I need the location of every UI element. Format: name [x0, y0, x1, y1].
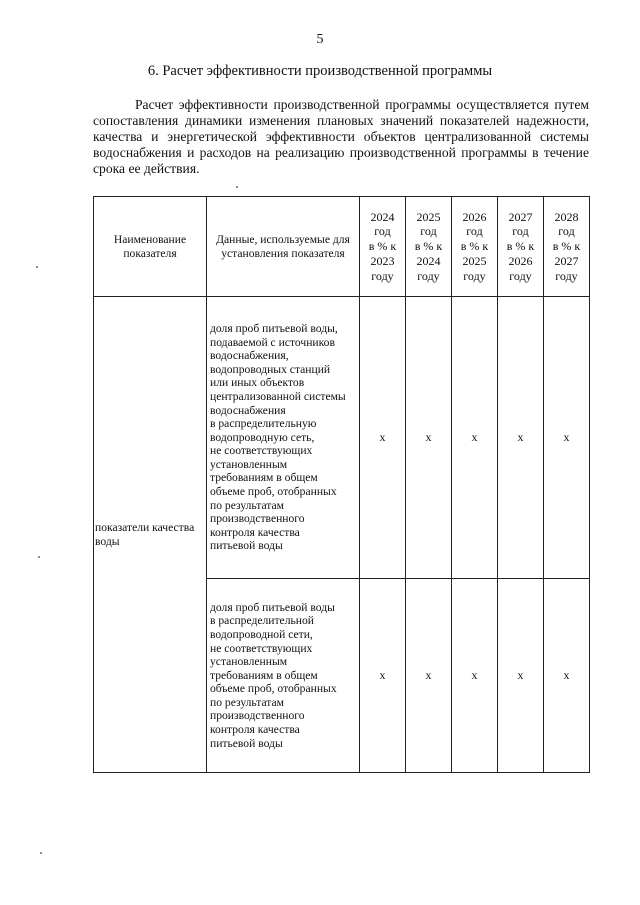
- indicator-name-cell: показатели качества воды: [94, 297, 207, 773]
- data-description-line: требованиям в общем: [210, 668, 318, 682]
- data-description-cell: [207, 297, 360, 579]
- data-description-line: водопроводных станций: [210, 362, 331, 376]
- value-cell: х: [544, 297, 590, 579]
- header-year-2024: [360, 197, 406, 297]
- header-year-line: году: [555, 268, 578, 283]
- value-cell: х: [360, 579, 406, 773]
- data-description-line: не соответствующих: [210, 641, 313, 655]
- header-year-line: 2024: [370, 209, 395, 224]
- data-description-line: доля проб питьевой воды: [210, 600, 335, 614]
- data-description-line: объеме проб, отобранных: [210, 682, 337, 696]
- header-year-line: год: [558, 224, 575, 239]
- header-indicator-name: Наименование показателя: [94, 197, 207, 297]
- header-year-2025: [406, 197, 452, 297]
- value-cell: х: [498, 297, 544, 579]
- data-description-line: водопроводной сети,: [210, 627, 313, 641]
- value-cell: х: [360, 297, 406, 579]
- data-description-line: производственного: [210, 512, 305, 526]
- header-year-2027: [498, 197, 544, 297]
- data-description-line: производственного: [210, 709, 305, 723]
- header-year-line: в % к: [368, 239, 397, 254]
- header-year-line: 2026: [462, 209, 487, 224]
- data-description-line: подаваемой с источников: [210, 335, 335, 349]
- header-year-line: 2025: [462, 253, 487, 268]
- data-description-line: в распределительной: [210, 614, 314, 628]
- header-year-line: год: [374, 224, 391, 239]
- header-year-line: год: [420, 224, 437, 239]
- header-year-2028: [544, 197, 590, 297]
- scan-speck: [236, 186, 238, 188]
- data-description-line: установленным: [210, 655, 288, 669]
- value-cell: х: [544, 579, 590, 773]
- header-year-line: в % к: [506, 239, 535, 254]
- scan-speck: [36, 266, 38, 268]
- header-year-line: в % к: [414, 239, 443, 254]
- data-description-line: по результатам: [210, 695, 284, 709]
- data-description-line: питьевой воды: [210, 736, 283, 750]
- header-data-used: Данные, используемые для установления показателя: [207, 197, 360, 297]
- header-year-line: 2027: [508, 209, 533, 224]
- header-year-line: 2027: [554, 253, 579, 268]
- header-year-line: 2026: [508, 253, 533, 268]
- section-title: 6. Расчет эффективности производственной программы: [147, 63, 493, 79]
- header-year-line: году: [417, 268, 440, 283]
- data-description-line: контроля качества: [210, 525, 300, 539]
- header-year-line: 2024: [416, 253, 441, 268]
- table-header-row: [94, 197, 590, 297]
- data-description-line: не соответствующих: [210, 444, 313, 458]
- data-description-line: централизованной системы: [210, 389, 346, 403]
- header-year-line: в % к: [460, 239, 489, 254]
- data-description-line: контроля качества: [210, 723, 300, 737]
- data-description-line: водопроводную сеть,: [210, 430, 315, 444]
- indicators-table: [93, 196, 590, 773]
- header-year-line: году: [371, 268, 394, 283]
- header-year-line: год: [466, 224, 483, 239]
- data-description-line: в распределительную: [210, 417, 317, 431]
- header-year-line: 2023: [370, 253, 395, 268]
- data-description-cell: [207, 579, 360, 773]
- data-description-line: или иных объектов: [210, 376, 305, 390]
- header-year-line: 2028: [554, 209, 579, 224]
- header-year-line: году: [463, 268, 486, 283]
- intro-paragraph: Расчет эффективности производственной программы осуществляется путем сопоставления динамики изменения плановых значений показателей надежности, качества и энергетической эффективности объектов централизованной системы водоснабжения и расходов на реализацию производственной программы в течение срока ее действия.: [93, 97, 589, 176]
- scan-speck: [38, 556, 40, 558]
- data-description-line: установленным: [210, 457, 288, 471]
- data-description-line: водоснабжения: [210, 403, 286, 417]
- header-year-line: году: [509, 268, 532, 283]
- value-cell: х: [406, 579, 452, 773]
- header-year-line: в % к: [552, 239, 581, 254]
- value-cell: х: [452, 297, 498, 579]
- scan-speck: [40, 852, 42, 854]
- data-description-line: питьевой воды: [210, 539, 283, 553]
- header-year-line: 2025: [416, 209, 441, 224]
- value-cell: х: [406, 297, 452, 579]
- header-year-line: год: [512, 224, 529, 239]
- data-description-line: требованиям в общем: [210, 471, 318, 485]
- table-row: [94, 297, 590, 579]
- data-description-line: водоснабжения,: [210, 349, 289, 363]
- header-year-2026: [452, 197, 498, 297]
- value-cell: х: [498, 579, 544, 773]
- page-number: 5: [316, 32, 324, 47]
- data-description-line: объеме проб, отобранных: [210, 485, 337, 499]
- value-cell: х: [452, 579, 498, 773]
- data-description-line: по результатам: [210, 498, 284, 512]
- data-description-line: доля проб питьевой воды,: [210, 321, 338, 335]
